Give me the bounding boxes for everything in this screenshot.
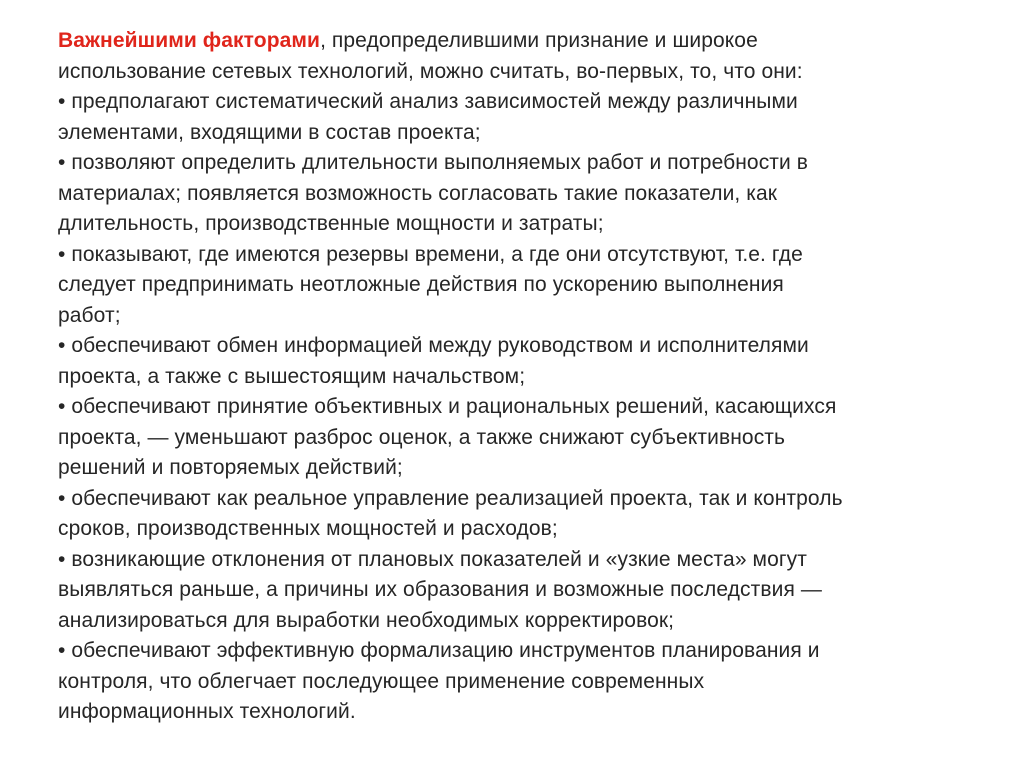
text-line: работ;: [58, 303, 121, 327]
text-line: • возникающие отклонения от плановых показателей и «узкие места» могут: [58, 547, 807, 571]
text-line: • обеспечивают принятие объективных и рациональных решений, касающихся: [58, 395, 837, 418]
text-line: • обеспечивают как реальное управление реализацией проекта, так и контроль: [58, 486, 843, 510]
text-line: проекта, а также с вышестоящим начальством;: [58, 364, 526, 388]
body-text: [58, 26, 958, 728]
text-line: • предполагают систематический анализ зависимостей между различными: [58, 90, 798, 113]
key-factors-highlight: Важнейшими факторами: [58, 29, 321, 52]
text-line: выявляться раньше, а причины их образования и возможные последствия —: [58, 578, 822, 601]
text-line: сроков, производственных мощностей и расходов;: [58, 517, 558, 540]
text-line: • позволяют определить длительности выполняемых работ и потребности в: [58, 151, 809, 174]
text-line: следует предпринимать неотложные действия по ускорению выполнения: [58, 273, 784, 296]
intro-line-2: использование сетевых технологий, можно считать, во-первых, то, что они:: [58, 59, 803, 83]
text-line: материалах; появляется возможность согласовать такие показатели, как: [58, 181, 778, 205]
text-line: анализироваться для выработки необходимых корректировок;: [58, 608, 675, 632]
intro-rest: , предопределившими признание и широкое: [320, 29, 758, 52]
text-line: информационных технологий.: [58, 700, 356, 723]
text-line: длительность, производственные мощности и затраты;: [58, 212, 604, 235]
text-line: решений и повторяемых действий;: [58, 456, 403, 479]
text-line: проекта, — уменьшают разброс оценок, а также снижают субъективность: [58, 425, 786, 449]
text-line: контроля, что облегчает последующее применение современных: [58, 669, 705, 693]
text-line: • обеспечивают обмен информацией между руководством и исполнителями: [58, 334, 809, 357]
text-line: элементами, входящими в состав проекта;: [58, 120, 481, 144]
text-line: • показывают, где имеются резервы времени, а где они отсутствуют, т.е. где: [58, 242, 803, 266]
intro-line: [58, 26, 958, 57]
text-line: • обеспечивают эффективную формализацию инструментов планирования и: [58, 639, 820, 662]
